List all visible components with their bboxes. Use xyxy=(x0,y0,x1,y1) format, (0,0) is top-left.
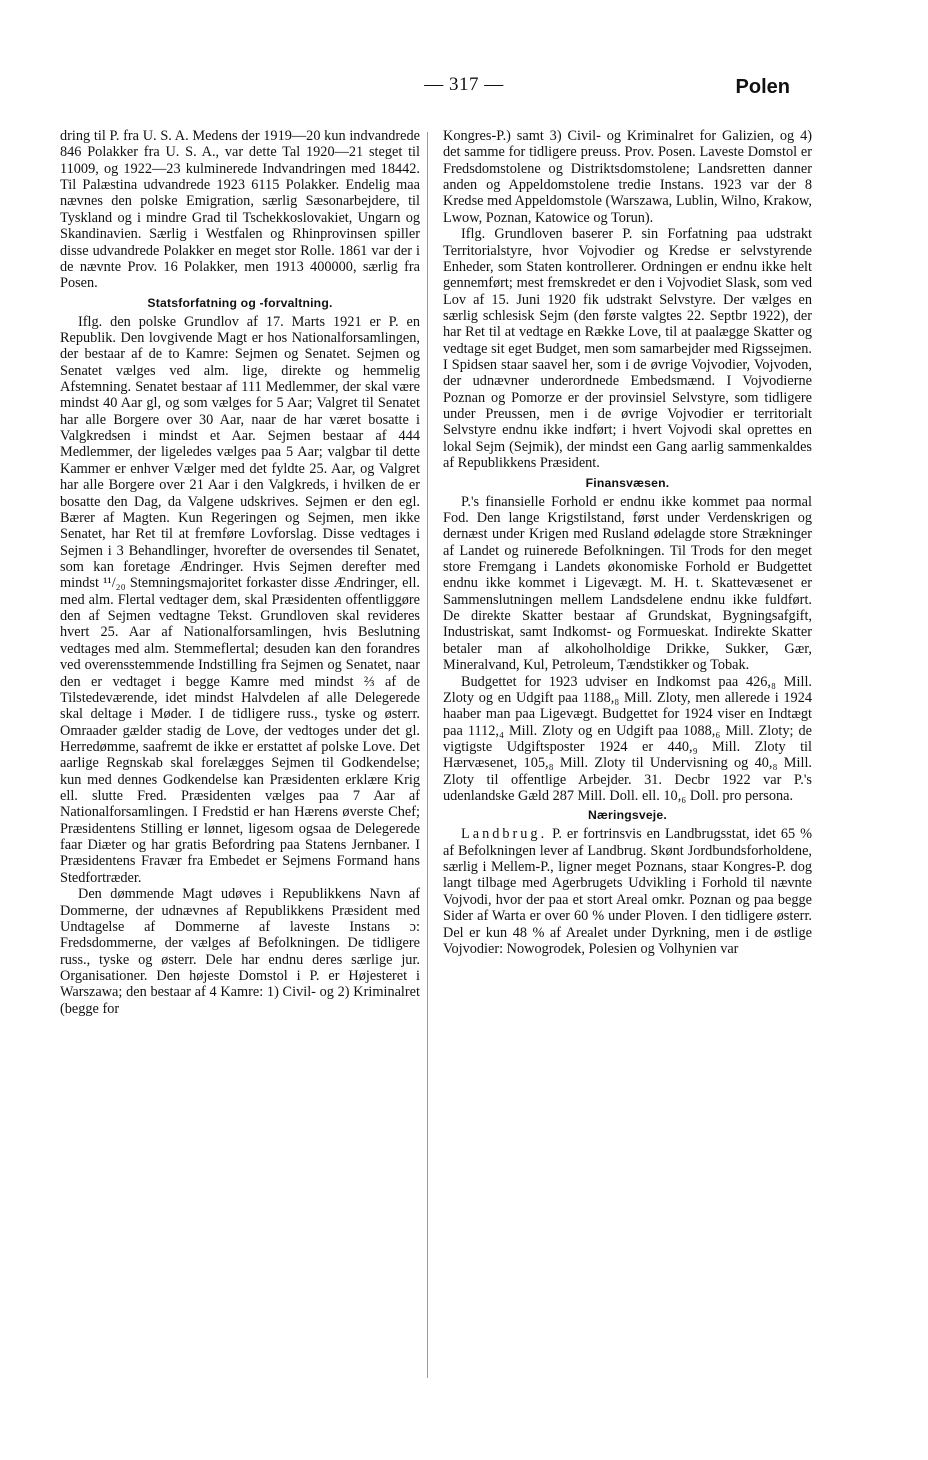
paragraph xyxy=(443,826,812,957)
section-heading: Statsforfatning og -forvaltning. xyxy=(147,295,333,310)
paragraph: Kongres-P.) samt 3) Civil- og Kriminalret for Galizien, og 4) det samme for tidligere preuss. Prov. Posen. Laveste Domstol er Fredsdomstolene og Distriktsdomstolene; Landsretten danner anden og Appeldomstolene tredie Instans. 1923 var der 8 Kredse med Appeldomstole (Warszawa, Lublin, Wilno, Krakow, Lwow, Poznan, Katowice og Torun). xyxy=(443,128,812,226)
section-heading: Næringsveje. xyxy=(588,808,667,823)
paragraph: dring til P. fra U. S. A. Medens der 1919—20 kun indvandrede 846 Polakker fra U. S. A., var dette Tal 1920—21 steget til 11009, og 1922—23 kulminerede Indvandringen med 18442. Til Palæstina udvandrede 1923 6115 Polakker. Endelig maa nævnes den polske Emigration, særlig Sæsonarbejdere, til Tyskland og i mindre Grad til Tschekkoslovakiet, Ungarn og Skandinavien. Særlig i Westfalen og Rhinprovinsen spiller disse udvandrede Polakker en meget stor Rolle. 1861 var der i de nævnte Prov. 16 Polakker, men 1913 400000, særlig fra Posen. xyxy=(60,128,420,292)
paragraph: Budgettet for 1923 udviser en Indkomst paa 426,₈ Mill. Zloty og en Udgift paa 1188,₈ Mill. Zloty, men allerede i 1924 haaber man paa Ligevægt. Budgettet for 1924 viser en Indtægt paa 1112,₄ Mill. Zloty og en Udgift paa 1088,₆ Mill. Zloty; de vigtigste Udgiftsposter 1924 er 440,₉ Mill. Zloty til Hærvæsenet, 105,₈ Mill. Zloty til Undervisning og 40,₈ Mill. Zloty til offentlige Arbejder. 31. Decbr 1922 var P.'s udenlandske Gæld 287 Mill. Doll. ell. 10,₆ Doll. pro persona. xyxy=(443,673,812,805)
page-header xyxy=(0,74,928,104)
section-heading: Finansvæsen. xyxy=(585,475,670,490)
paragraph: Den dømmende Magt udøves i Republikkens Navn af Dommerne, der udnævnes af Republikkens Præsident med Undtagelse af Dommerne af laveste Instans ɔ: Fredsdommerne, der vælges af Befolkningen. De tidligere russ., tyske og østerr. Dele har endnu deres særlige jur. Organisationer. Den højeste Domstol i P. er Højesteret i Warszawa; den bestaar af 4 Kamre: 1) Civil- og 2) Kriminalret (begge for xyxy=(60,886,420,1017)
right-column xyxy=(443,128,812,957)
running-head: Polen xyxy=(735,76,790,98)
paragraph: P.'s finansielle Forhold er endnu ikke kommet paa normal Fod. Den lange Krigstilstand, først under Verdenskrigen og dernæst under Krigen med Rusland ødelagde store Strækninger af Landet og ruinerede Befolkningen. Til Trods for den meget store Fremgang i Landets økonomiske Forhold er Budgettet endnu ikke kommet i Ligevægt. M. H. t. Skattevæsenet er Sammenslutningen mellem Landsdelene endnu ikke fuldført. De direkte Skatter bestaar af Grundskat, Bygningsafgift, Industriskat, samt Indkomst- og Formueskat. Indirekte Skatter betaler man af alkoholholdige Drikke, Sukker, Gær, Mineralvand, Kul, Petroleum, Tændstikker og Tobak. xyxy=(443,493,812,674)
paragraph-lead: Landbrug. xyxy=(461,826,548,843)
paragraph: Iflg. den polske Grundlov af 17. Marts 1921 er P. en Republik. Den lovgivende Magt er hos Nationalforsamlingen, der bestaar af de to Kamre: Sejmen og Senatet. Sejmen og Senatet vælges ved alm. lige, direkte og hemmelig Afstemning. Senatet bestaar af 111 Medlemmer, der skal være mindst 40 Aar gl, og som vælges for 5 Aar; Valgret til Senatet har alle Borgere over 30 Aar, naar de har været bosatte i Valgkredsen i mindst et Aar. Sejmen bestaar af 444 Medlemmer, der ligeledes vælges paa 5 Aar; valgbar til dette Kammer er enhver Vælger med det fyldte 25. Aar, og Valgret har alle Borgere over 21 Aar i den Valgkreds, i hvilken de er bosatte den Dag, da Valgene udskrives. Sejmen er den egl. Bærer af Magten. Kun Regeringen og Sejmen, men ikke Senatet, har Ret til at fremføre Lovforslag. Disse vedtages i Sejmen i 3 Behandlinger, hvorefter de oversendes til Senatet, som kan foretage Ændringer. Hvis Sejmen derefter med mindst ¹¹/₂₀ Stemningsmajoritet forkaster disse Ændringer, ell. med alm. Flertal vedtager dem, skal Præsidenten offentliggøre den af Sejmen vedtagne Tekst. Grundloven skal revideres hvert 25. Aar af Nationalforsamlingen, hvis Beslutning vedtages med alm. Stemmeflertal; desuden kan den forandres ved overensstemmende Indstilling fra Sejmen og Senatet, naar den er vedtaget i begge Kamre med mindst ⅔ af de Tilstedeværende, idet mindst Halvdelen af alle Delegerede skal deltage i Møder. I de tidligere russ., tyske og østerr. Omraader gælder stadig de Love, der vedtoges under det gl. Herredømme, saafremt de ikke er erstattet af polske Love. Det aarlige Regnskab skal forelægges Sejmen til Godkendelse; kun med dennes Godkendelse kan Præsidenten erklære Krig ell. slutte Fred. Præsidenten vælges paa 7 Aar af Nationalforsamlingen. I Fredstid er han Hærens øverste Chef; Præsidentens Stilling er lønnet, ligesom ogsaa de Delegerede faar Diæter og har gratis Befordring paa Statens Jernbaner. I Præsidentens Fravær fra Embedet er Sejmens Formand hans Stedfortræder. xyxy=(60,313,420,886)
page-number: — 317 — xyxy=(424,74,504,95)
left-column xyxy=(60,128,420,1017)
paragraph: Iflg. Grundloven baserer P. sin Forfatning paa udstrakt Territorialstyre, hvor Vojvodier og Kredse er selvstyrende Enheder, som Staten kontrollerer. Ordningen er endnu ikke helt gennemført; mest fremskredet er den i Vojvodiet Slask, som ved Lov af 15. Juni 1920 fik udstrakt Selvstyre. Der vælges en særlig schlesisk Sejm (den første valgtes 22. Septbr 1922), der har Ret til at vedtage en Række Love, til at paalægge Skatter og vedtage sit eget Budget, men som samarbejder med Rigssejmen. I Spidsen staar saavel her, som i de øvrige Vojvodier, Vojvoden, der udnævner underordnede Embedsmænd. I Vojvodierne Poznan og Pomorze er der provinsiel Selvstyre, som tidligere under Preussen, men i de øvrige Vojvodier er territorialt Selvstyre endnu ikke indført; i hvert Vojvodi skal oprettes en lokal Sejm (Sejmik), der mindst een Gang aarlig sammenkaldes af Republikkens Præsident. xyxy=(443,226,812,472)
paragraph-body: P. er fortrinsvis en Landbrugsstat, idet 65 % af Befolkningen lever af Landbrug. Skønt Jordbundsforholdene, særlig i Mellem-P., ligner meget Poznans, staar Kongres-P. dog langt tilbage med Agerbrugets Udvikling i Forhold til nævnte Vojvodi, hvor der paa et stort Areal omkr. Poznan og paa begge Sider af Warta er over 60 % under Ploven. I den tidligere østerr. Del er kun 48 % af Arealet under Dyrkning, men i de østlige Vojvodier: Nowogrodek, Polesien og Volhynien var xyxy=(443,826,812,957)
column-divider xyxy=(427,132,428,1378)
